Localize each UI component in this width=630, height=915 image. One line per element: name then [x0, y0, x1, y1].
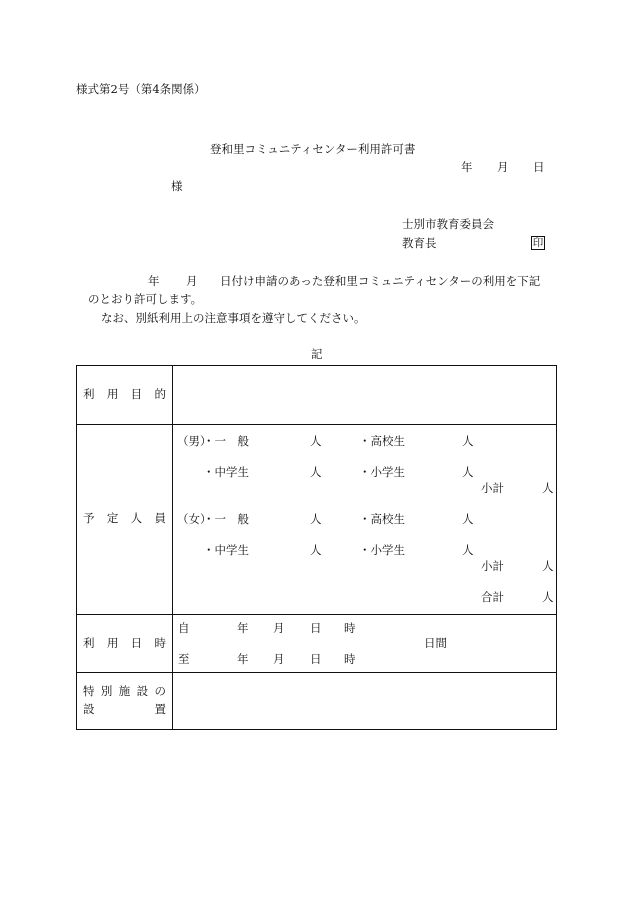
body-text-line1: 日付け申請のあった登和里コミュニティセンターの利用を下記	[220, 274, 541, 288]
permit-details-table	[76, 365, 557, 730]
unit-label: 人	[310, 543, 322, 557]
document-title: 登和里コミュニティセンター利用許可書	[210, 142, 416, 156]
body-text-line3: なお、別紙利用上の注意事項を遵守してください。	[101, 311, 366, 325]
unit-label: 人	[310, 512, 322, 526]
to-year-label: 年	[237, 652, 249, 666]
label-char: 設	[136, 684, 149, 698]
to-day-label: 日	[310, 652, 322, 666]
from-year-label: 年	[237, 621, 249, 635]
label-char: 予	[83, 511, 95, 525]
female-tag: （女）	[177, 512, 212, 526]
label-char: 利	[83, 387, 95, 401]
to-month-label: 月	[273, 652, 285, 666]
label-char: 人	[130, 511, 143, 525]
from-hour-label: 時	[344, 621, 356, 635]
label-char: 用	[106, 387, 119, 401]
body-month-label: 月	[186, 274, 198, 288]
label-char: 員	[154, 511, 166, 525]
to-hour-label: 時	[344, 652, 356, 666]
unit-label: 人	[542, 559, 554, 573]
unit-label: 人	[542, 590, 554, 604]
seal-mark: 印	[532, 237, 544, 249]
special-facility-label-line2	[77, 704, 172, 716]
date-month-label: 月	[497, 160, 509, 174]
male-subtotal-label: 小計	[481, 481, 504, 495]
female-juniorhigh-label: ・中学生	[203, 543, 249, 557]
female-general-label: ・一 般	[203, 512, 249, 526]
from-day-label: 日	[310, 621, 322, 635]
issuer-position: 教育長	[402, 236, 437, 250]
to-label: 至	[178, 652, 190, 666]
date-year-label: 年	[461, 160, 473, 174]
days-count-label: 日間	[424, 636, 447, 650]
from-label: 自	[178, 621, 190, 635]
female-highschool-label: ・高校生	[359, 512, 405, 526]
unit-label: 人	[310, 465, 322, 479]
label-char: 的	[154, 387, 166, 401]
label-char: の	[154, 684, 166, 698]
addressee-suffix: 様	[171, 179, 183, 193]
unit-label: 人	[462, 434, 474, 448]
label-char: 時	[154, 636, 166, 650]
label-char: 別	[100, 684, 113, 698]
body-year-label: 年	[148, 274, 160, 288]
male-general-label: ・一 般	[203, 434, 249, 448]
label-char: 設	[83, 702, 95, 716]
unit-label: 人	[462, 465, 474, 479]
row-divider	[77, 614, 556, 615]
record-heading: 記	[311, 347, 323, 361]
unit-label: 人	[462, 543, 474, 557]
table-column-divider	[172, 366, 173, 729]
male-tag: （男）	[177, 434, 212, 448]
label-char: 目	[130, 387, 143, 401]
male-juniorhigh-label: ・中学生	[203, 465, 249, 479]
male-highschool-label: ・高校生	[359, 434, 405, 448]
purpose-label	[77, 389, 172, 401]
date-day-label: 日	[533, 160, 545, 174]
label-char: 定	[106, 511, 119, 525]
male-elementary-label: ・小学生	[359, 465, 405, 479]
unit-label: 人	[462, 512, 474, 526]
special-facility-label-line1	[77, 686, 172, 698]
total-label: 合計	[481, 590, 504, 604]
form-number: 様式第2号（第4条関係）	[76, 82, 206, 96]
usage-datetime-label	[77, 638, 172, 650]
unit-label: 人	[542, 481, 554, 495]
label-char: 利	[83, 636, 95, 650]
row-divider	[77, 672, 556, 673]
issuer-organization: 士別市教育委員会	[402, 217, 494, 231]
row-divider	[77, 424, 556, 425]
label-char: 置	[154, 702, 166, 716]
unit-label: 人	[310, 434, 322, 448]
from-month-label: 月	[273, 621, 285, 635]
female-subtotal-label: 小計	[481, 559, 504, 573]
label-char: 特	[83, 684, 95, 698]
body-text-line2: のとおり許可します。	[88, 292, 203, 306]
headcount-label	[77, 513, 172, 525]
label-char: 用	[106, 636, 119, 650]
label-char: 施	[118, 684, 131, 698]
female-elementary-label: ・小学生	[359, 543, 405, 557]
label-char: 日	[130, 636, 143, 650]
